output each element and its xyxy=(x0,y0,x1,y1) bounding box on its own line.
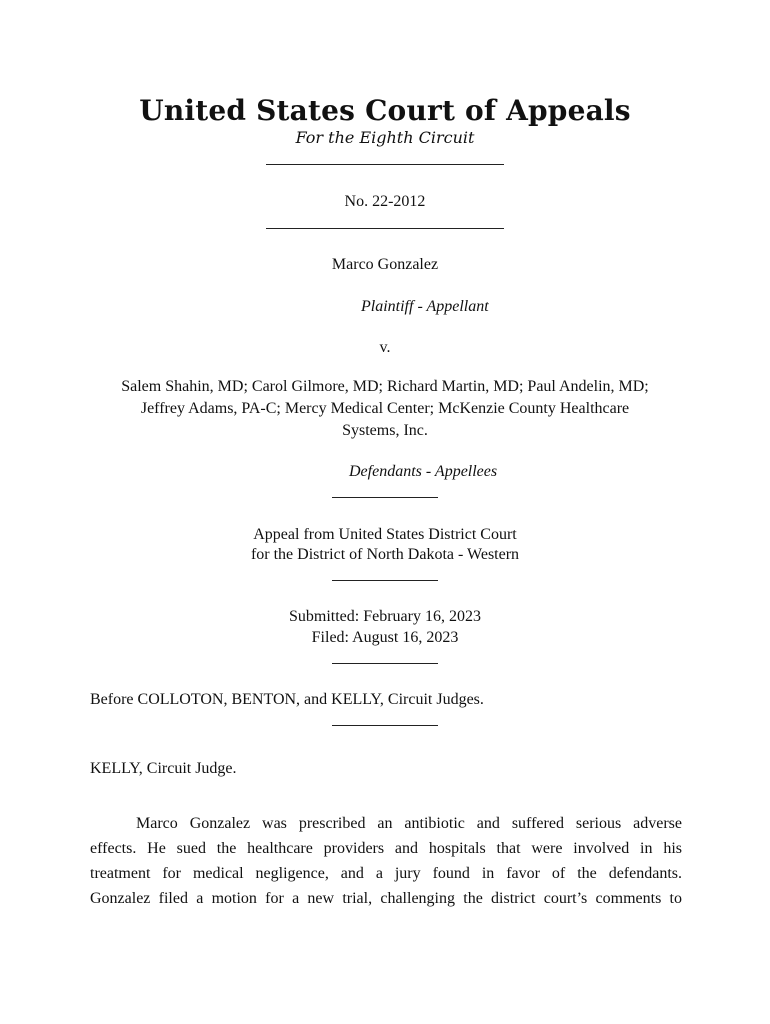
appeal-line-2: for the District of North Dakota - Western xyxy=(250,546,520,563)
opinion-paragraph xyxy=(90,811,682,911)
opinion-author: KELLY, Circuit Judge. xyxy=(90,760,237,777)
defendants-line: Salem Shahin, MD; Carol Gilmore, MD; Richard Martin, MD; Paul Andelin, MD; xyxy=(121,378,649,395)
defendants-line: Jeffrey Adams, PA-C; Mercy Medical Center; McKenzie County Healthcare xyxy=(140,400,630,417)
plaintiff-role: Plaintiff - Appellant xyxy=(361,298,489,315)
submitted-date: Submitted: February 16, 2023 xyxy=(289,608,481,625)
circuit-subtitle: For the Eighth Circuit xyxy=(295,128,475,147)
filed-date: Filed: August 16, 2023 xyxy=(311,629,459,646)
divider-rule xyxy=(266,164,504,165)
case-number: No. 22-2012 xyxy=(344,193,426,210)
divider-rule xyxy=(266,228,504,229)
divider-rule xyxy=(332,497,438,498)
versus: v. xyxy=(379,339,391,356)
defendants-list xyxy=(0,376,770,442)
opinion-line: effects. He sued the healthcare providers and hospitals that were involved in his xyxy=(90,840,682,857)
divider-rule xyxy=(332,663,438,664)
opinion-line: Gonzalez filed a motion for a new trial, challenging the district court’s comments to xyxy=(90,890,682,907)
panel-judges: Before COLLOTON, BENTON, and KELLY, Circuit Judges. xyxy=(90,691,484,708)
opinion-line: Marco Gonzalez was prescribed an antibiotic and suffered serious adverse xyxy=(136,815,682,832)
plaintiff-name: Marco Gonzalez xyxy=(331,256,439,273)
opinion-line: treatment for medical negligence, and a jury found in favor of the defendants. xyxy=(90,865,682,882)
divider-rule xyxy=(332,725,438,726)
defendants-role: Defendants - Appellees xyxy=(349,463,498,480)
appeal-line-1: Appeal from United States District Court xyxy=(253,526,517,543)
court-name: United States Court of Appeals xyxy=(139,94,631,127)
divider-rule xyxy=(332,580,438,581)
defendants-line: Systems, Inc. xyxy=(342,422,428,439)
